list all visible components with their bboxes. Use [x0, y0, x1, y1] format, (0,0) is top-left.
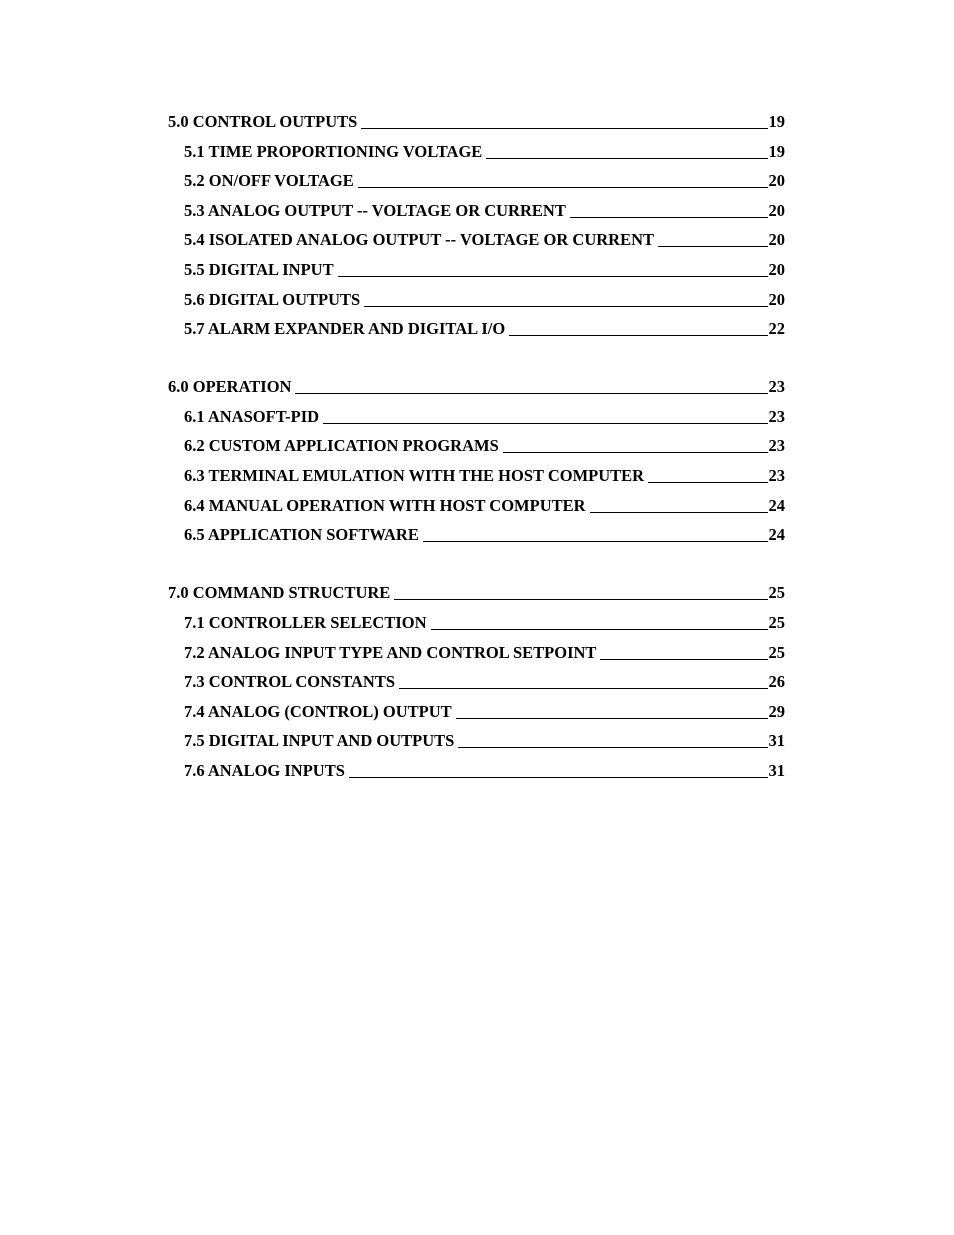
toc-leader-line	[456, 718, 768, 719]
toc-leader-line	[658, 246, 767, 247]
toc-entry-5-7[interactable]	[168, 319, 785, 349]
toc-page-number: 31	[768, 731, 785, 751]
toc-entry-title: 5.6 DIGITAL OUTPUTS	[184, 289, 361, 309]
toc-page-number: 23	[768, 406, 785, 426]
toc-entry-title: 6.1 ANASOFT-PID	[184, 406, 320, 426]
toc-leader-line	[423, 541, 768, 542]
toc-page-number: 26	[768, 672, 785, 692]
toc-page-number: 20	[768, 230, 785, 250]
toc-entry-title: 6.0 OPERATION	[168, 377, 292, 397]
toc-page-number: 25	[768, 583, 785, 603]
toc-entry-title: 5.0 CONTROL OUTPUTS	[168, 112, 358, 131]
toc-page-number: 19	[768, 141, 785, 161]
toc-page-number: 31	[768, 760, 785, 780]
toc-entry-7-1[interactable]	[168, 613, 785, 643]
toc-entry-title: 5.7 ALARM EXPANDER AND DIGITAL I/O	[184, 319, 506, 339]
toc-page-number: 22	[768, 319, 785, 339]
toc-entry-7-5[interactable]	[168, 731, 785, 761]
toc-entry-7-6[interactable]	[168, 761, 785, 791]
toc-entry-title: 7.6 ANALOG INPUTS	[184, 760, 345, 780]
toc-leader-line	[590, 512, 768, 513]
toc-leader-line	[503, 452, 768, 453]
toc-entry-title: 7.5 DIGITAL INPUT AND OUTPUTS	[184, 731, 455, 751]
toc-section-5	[168, 112, 785, 349]
toc-section-6	[168, 377, 785, 555]
toc-page-number: 20	[768, 171, 785, 191]
toc-leader-line	[394, 599, 767, 600]
toc-entry-6-4[interactable]	[168, 496, 785, 526]
toc-page-number: 20	[768, 200, 785, 220]
toc-entry-title: 7.1 CONTROLLER SELECTION	[184, 612, 427, 632]
toc-leader-line	[509, 335, 767, 336]
toc-section-7	[168, 583, 785, 790]
toc-entry-title: 6.3 TERMINAL EMULATION WITH THE HOST COMPUTER	[184, 466, 645, 486]
toc-page-number: 24	[768, 495, 785, 515]
toc-leader-line	[323, 423, 767, 424]
toc-entry-title: 5.1 TIME PROPORTIONING VOLTAGE	[184, 141, 483, 161]
toc-entry-title: 5.2 ON/OFF VOLTAGE	[184, 171, 354, 191]
toc-page-number: 24	[768, 525, 785, 545]
toc-leader-line	[399, 688, 767, 689]
toc-entry-5-3[interactable]	[168, 201, 785, 231]
toc-entry-title: 5.3 ANALOG OUTPUT -- VOLTAGE OR CURRENT	[184, 200, 566, 220]
toc-page-number: 19	[768, 112, 785, 131]
toc-leader-line	[295, 393, 767, 394]
toc-leader-line	[361, 128, 767, 129]
toc-leader-line	[570, 217, 768, 218]
toc-leader-line	[486, 158, 767, 159]
toc-leader-line	[338, 276, 768, 277]
toc-leader-line	[349, 777, 768, 778]
toc-leader-line	[358, 187, 768, 188]
toc-entry-5-6[interactable]	[168, 290, 785, 320]
toc-page-number: 23	[768, 436, 785, 456]
toc-page-number: 23	[768, 377, 785, 397]
toc-entry-title: 6.5 APPLICATION SOFTWARE	[184, 525, 419, 545]
toc-entry-7-3[interactable]	[168, 672, 785, 702]
toc-entry-5-4[interactable]	[168, 230, 785, 260]
toc-page-number: 20	[768, 259, 785, 279]
toc-heading-6[interactable]	[168, 377, 785, 407]
toc-page-number: 29	[768, 701, 785, 721]
toc-entry-title: 6.2 CUSTOM APPLICATION PROGRAMS	[184, 436, 499, 456]
toc-entry-title: 7.3 CONTROL CONSTANTS	[184, 672, 396, 692]
toc-page-number: 25	[768, 612, 785, 632]
toc-entry-5-1[interactable]	[168, 142, 785, 172]
toc-leader-line	[648, 482, 767, 483]
toc-page-number: 20	[768, 289, 785, 309]
toc-entry-6-2[interactable]	[168, 436, 785, 466]
toc-leader-line	[364, 306, 767, 307]
toc-entry-7-2[interactable]	[168, 643, 785, 673]
toc-entry-5-2[interactable]	[168, 171, 785, 201]
toc-entry-title: 7.2 ANALOG INPUT TYPE AND CONTROL SETPOINT	[184, 642, 597, 662]
toc-heading-5[interactable]	[168, 112, 785, 142]
toc-entry-6-1[interactable]	[168, 407, 785, 437]
table-of-contents	[168, 112, 785, 819]
toc-entry-6-5[interactable]	[168, 525, 785, 555]
toc-page-number: 23	[768, 466, 785, 486]
toc-entry-title: 5.4 ISOLATED ANALOG OUTPUT -- VOLTAGE OR CURRENT	[184, 230, 655, 250]
toc-leader-line	[431, 629, 768, 630]
toc-entry-title: 7.4 ANALOG (CONTROL) OUTPUT	[184, 701, 452, 721]
toc-entry-7-4[interactable]	[168, 702, 785, 732]
toc-leader-line	[600, 659, 767, 660]
toc-entry-title: 7.0 COMMAND STRUCTURE	[168, 583, 391, 603]
toc-entry-6-3[interactable]	[168, 466, 785, 496]
toc-heading-7[interactable]	[168, 583, 785, 613]
toc-entry-5-5[interactable]	[168, 260, 785, 290]
toc-entry-title: 5.5 DIGITAL INPUT	[184, 259, 334, 279]
toc-page-number: 25	[768, 642, 785, 662]
toc-leader-line	[458, 747, 767, 748]
toc-entry-title: 6.4 MANUAL OPERATION WITH HOST COMPUTER	[184, 495, 586, 515]
